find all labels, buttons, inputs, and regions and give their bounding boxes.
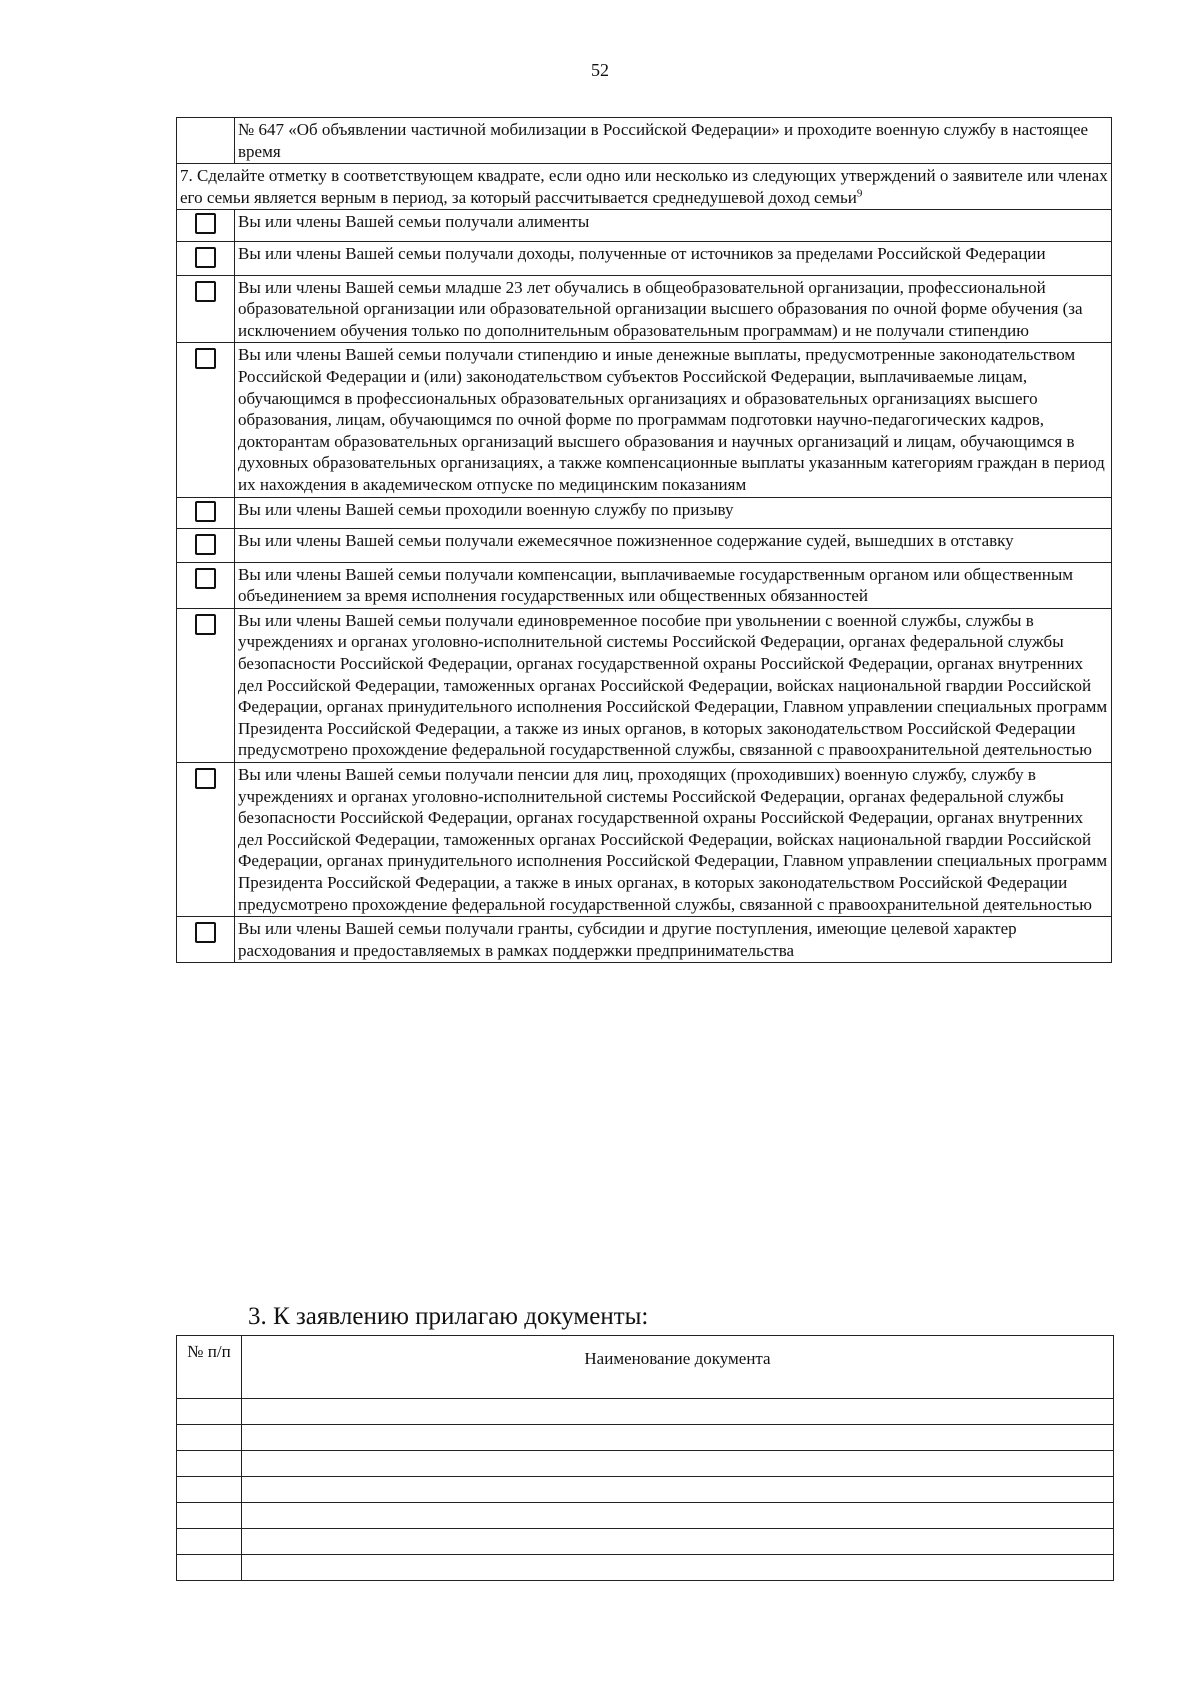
row-number-input[interactable] — [177, 1427, 241, 1449]
option-row — [177, 241, 1112, 275]
option-row — [177, 917, 1112, 963]
document-name-input[interactable] — [244, 1453, 1111, 1475]
option-checkbox-grants[interactable] — [195, 922, 216, 943]
continuation-text: № 647 «Об объявлении частичной мобилизации в Российской Федерации» и проходите военную службу в настоящее время — [235, 118, 1112, 164]
table-row — [177, 1477, 1114, 1503]
table-row — [177, 1425, 1114, 1451]
option-row — [177, 343, 1112, 497]
table-row — [177, 1529, 1114, 1555]
document-name-input[interactable] — [244, 1557, 1111, 1579]
option-checkbox-severance[interactable] — [195, 614, 216, 635]
row-number-input[interactable] — [177, 1479, 241, 1501]
option-text: Вы или члены Вашей семьи получали пенсии для лиц, проходящих (проходивших) военную службу, службу в учреждениях и органах уголовно-исполнительной системы Российской Федерации, органах федеральной службы безопасности Российской Федерации, органах государственной охраны Российской Федерации, органах внутренних дел Российской Федерации, таможенных органах Российской Федерации, войсках национальной гвардии Российской Федерации, органах принудительного исполнения Российской Федерации, Главном управлении специальных программ Президента Российской Федерации, а также в иных органах, в которых законодательством Российской Федерации предусмотрено прохождение федеральной государственной службы, связанной с правоохранительной деятельностью — [235, 763, 1112, 917]
option-checkbox-foreign-income[interactable] — [195, 247, 216, 268]
question-7-row — [177, 164, 1112, 210]
question-7-text: 7. Сделайте отметку в соответствующем квадрате, если одно или несколько из следующих утверждений о заявителе или членах его семьи является верным в период, за который рассчитывается среднедушевой доход семьи — [180, 166, 1108, 207]
row-number-input[interactable] — [177, 1401, 241, 1423]
document-name-input[interactable] — [244, 1505, 1111, 1527]
option-text: Вы или члены Вашей семьи получали доходы, полученные от источников за пределами Российской Федерации — [235, 241, 1112, 275]
documents-section-heading: 3. К заявлению прилагаю документы: — [248, 1303, 649, 1330]
row-number-input[interactable] — [177, 1505, 241, 1527]
income-statement-table — [176, 117, 1112, 963]
option-text: Вы или члены Вашей семьи получали ежемесячное пожизненное содержание судей, вышедших в отставку — [235, 529, 1112, 563]
row-number-input[interactable] — [177, 1453, 241, 1475]
table-row — [177, 1503, 1114, 1529]
option-row — [177, 763, 1112, 917]
page-number: 52 — [591, 60, 609, 80]
option-text: Вы или члены Вашей семьи младше 23 лет обучались в общеобразовательной организации, профессиональной образовательной организации или образовательной организации высшего образования по очной форме обучения (за исключением обучения только по дополнительным образовательным программам) и не получали стипендию — [235, 275, 1112, 343]
column-header-number: № п/п — [177, 1336, 242, 1399]
option-text: Вы или члены Вашей семьи получали стипендию и иные денежные выплаты, предусмотренные законодательством Российской Федерации и (или) законодательством субъектов Российской Федерации, выплачиваемые лицам, обучающимся в профессиональных образовательных организациях и образовательных организациях высшего образования, лицам, обучающимся по очной форме по программам подготовки научно-педагогических кадров, докторантам образовательных организаций высшего образования и научных организаций и лицам, обучающимся в духовных образовательных организациях, а также компенсационные выплаты указанным категориям граждан в период их нахождения в академическом отпуске по медицинским показаниям — [235, 343, 1112, 497]
option-text: Вы или члены Вашей семьи получали компенсации, выплачиваемые государственным органом или общественным объединением за время исполнения государственных или общественных обязанностей — [235, 562, 1112, 608]
row-number-input[interactable] — [177, 1531, 241, 1553]
document-name-input[interactable] — [244, 1479, 1111, 1501]
option-row — [177, 210, 1112, 242]
option-text: Вы или члены Вашей семьи проходили военную службу по призыву — [235, 497, 1112, 529]
option-checkbox-judges-allowance[interactable] — [195, 534, 216, 555]
table-row — [177, 1451, 1114, 1477]
option-checkbox-stipend[interactable] — [195, 348, 216, 369]
option-row — [177, 497, 1112, 529]
column-header-document-name: Наименование документа — [242, 1336, 1114, 1399]
table-row — [177, 1399, 1114, 1425]
document-name-input[interactable] — [244, 1401, 1111, 1423]
option-checkbox-pension[interactable] — [195, 768, 216, 789]
option-checkbox-conscription[interactable] — [195, 501, 216, 522]
option-row — [177, 608, 1112, 762]
option-row — [177, 275, 1112, 343]
continuation-row — [177, 118, 1112, 164]
footnote-mark: 9 — [856, 187, 863, 200]
option-checkbox-alimony[interactable] — [195, 213, 216, 234]
option-checkbox-compensation[interactable] — [195, 568, 216, 589]
empty-cell — [177, 118, 235, 164]
option-row — [177, 529, 1112, 563]
option-row — [177, 562, 1112, 608]
option-checkbox-student-no-stipend[interactable] — [195, 281, 216, 302]
documents-table — [176, 1335, 1114, 1581]
table-row — [177, 1555, 1114, 1581]
option-text: Вы или члены Вашей семьи получали единовременное пособие при увольнении с военной службы, службы в учреждениях и органах уголовно-исполнительной системы Российской Федерации, органах федеральной службы безопасности Российской Федерации, органах государственной охраны Российской Федерации, органах внутренних дел Российской Федерации, таможенных органах Российской Федерации, войсках национальной гвардии Российской Федерации, органах принудительного исполнения Российской Федерации, Главном управлении специальных программ Президента Российской Федерации, а также из иных органов, в которых законодательством Российской Федерации предусмотрено прохождение федеральной государственной службы, связанной с правоохранительной деятельностью — [235, 608, 1112, 762]
documents-table-header — [177, 1336, 1114, 1399]
row-number-input[interactable] — [177, 1557, 241, 1579]
document-name-input[interactable] — [244, 1531, 1111, 1553]
option-text: Вы или члены Вашей семьи получали алименты — [235, 210, 1112, 242]
question-7 — [177, 164, 1112, 210]
document-name-input[interactable] — [244, 1427, 1111, 1449]
option-text: Вы или члены Вашей семьи получали гранты, субсидии и другие поступления, имеющие целевой характер расходования и предоставляемых в рамках поддержки предпринимательства — [235, 917, 1112, 963]
